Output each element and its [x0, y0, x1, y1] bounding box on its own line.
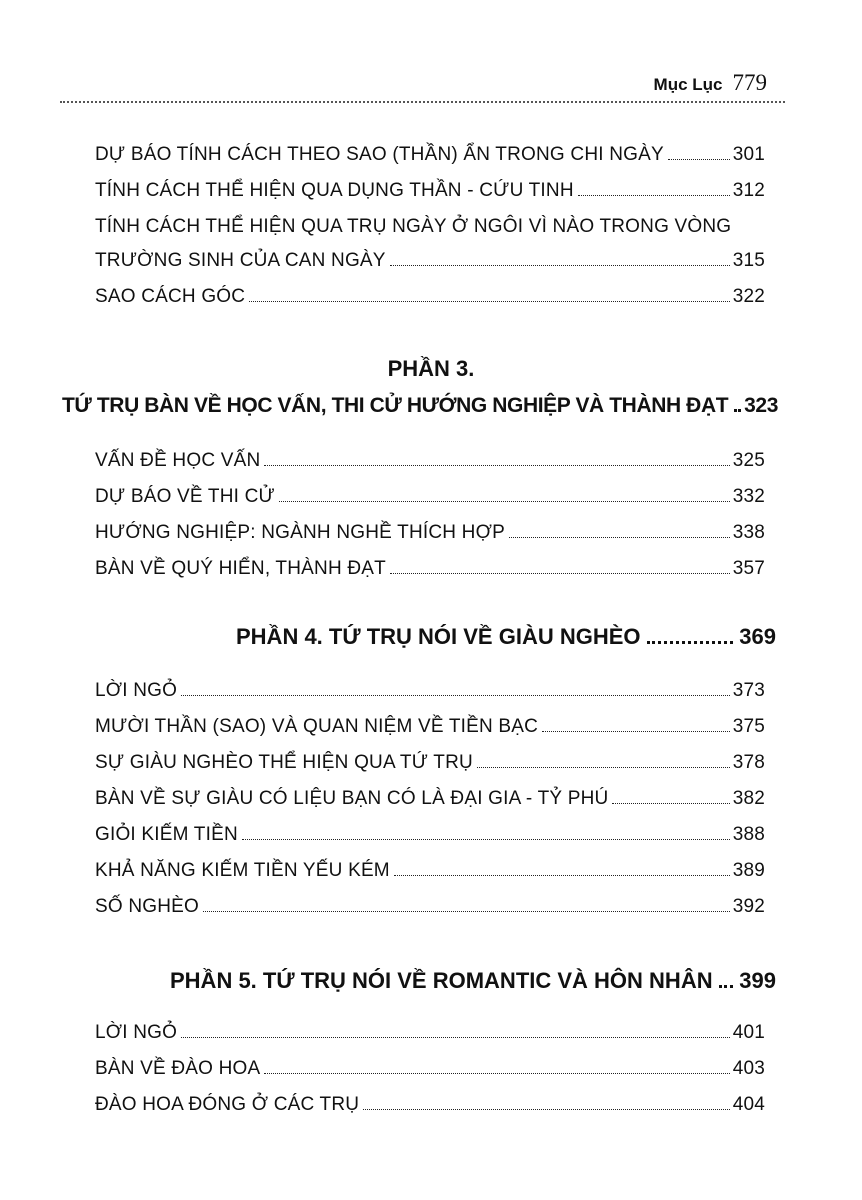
toc-entry[interactable]: KHẢ NĂNG KIẾM TIỀN YẾU KÉM 389 [95, 860, 765, 881]
toc-entry[interactable]: TRƯỜNG SINH CỦA CAN NGÀY 315 [95, 250, 765, 271]
toc-entry[interactable]: BÀN VỀ QUÝ HIỂN, THÀNH ĐẠT 357 [95, 558, 765, 579]
part5-title-row[interactable] [170, 968, 776, 994]
header-label: Mục Lục [653, 75, 723, 94]
toc-entry[interactable]: BÀN VỀ ĐÀO HOA 403 [95, 1058, 765, 1079]
toc-entry[interactable]: DỰ BÁO TÍNH CÁCH THEO SAO (THẦN) ẨN TRONG CHI NGÀY 301 [95, 144, 765, 165]
part3-page: 323 [744, 394, 778, 417]
toc-entry[interactable]: BÀN VỀ SỰ GIÀU CÓ LIỆU BẠN CÓ LÀ ĐẠI GIA - TỶ PHÚ 382 [95, 788, 765, 809]
toc-entry[interactable]: SAO CÁCH GÓC 322 [95, 286, 765, 307]
part3-title: TỨ TRỤ BÀN VỀ HỌC VẤN, THI CỬ HƯỚNG NGHIỆP VÀ THÀNH ĐẠT [62, 394, 729, 417]
part5-title: PHẦN 5. TỨ TRỤ NÓI VỀ ROMANTIC VÀ HÔN NHÂN [170, 968, 713, 993]
toc-entry[interactable]: DỰ BÁO VỀ THI CỬ 332 [95, 486, 765, 507]
toc-entry[interactable]: SỰ GIÀU NGHÈO THỂ HIỆN QUA TỨ TRỤ 378 [95, 752, 765, 773]
toc-entry[interactable]: VẤN ĐỀ HỌC VẤN 325 [95, 450, 765, 471]
part4-page: 369 [739, 624, 776, 649]
toc-entry[interactable]: ĐÀO HOA ĐÓNG Ở CÁC TRỤ 404 [95, 1094, 765, 1115]
toc-entry[interactable]: LỜI NGỎ 401 [95, 1022, 765, 1043]
running-header [654, 70, 767, 96]
part3-title-row[interactable] [62, 394, 778, 418]
part4-title-row[interactable] [236, 624, 776, 650]
part4-title: PHẦN 4. TỨ TRỤ NÓI VỀ GIÀU NGHÈO [236, 624, 641, 649]
header-rule [60, 101, 785, 103]
toc-entry[interactable]: HƯỚNG NGHIỆP: NGÀNH NGHỀ THÍCH HỢP 338 [95, 522, 765, 543]
part5-page: 399 [739, 968, 776, 993]
part3-heading: PHẦN 3. [387, 356, 475, 381]
header-page-number: 779 [732, 70, 767, 95]
toc-entry[interactable]: LỜI NGỎ 373 [95, 680, 765, 701]
toc-entry[interactable]: GIỎI KIẾM TIỀN 388 [95, 824, 765, 845]
toc-entry-line1: TÍNH CÁCH THỂ HIỆN QUA TRỤ NGÀY Ở NGÔI VÌ NÀO TRONG VÒNG [95, 216, 732, 237]
toc-entry[interactable]: SỐ NGHÈO 392 [95, 896, 765, 917]
toc-entry[interactable]: MƯỜI THẦN (SAO) VÀ QUAN NIỆM VỀ TIỀN BẠC 375 [95, 716, 765, 737]
toc-entry[interactable]: TÍNH CÁCH THỂ HIỆN QUA DỤNG THẦN - CỨU TINH 312 [95, 180, 765, 201]
